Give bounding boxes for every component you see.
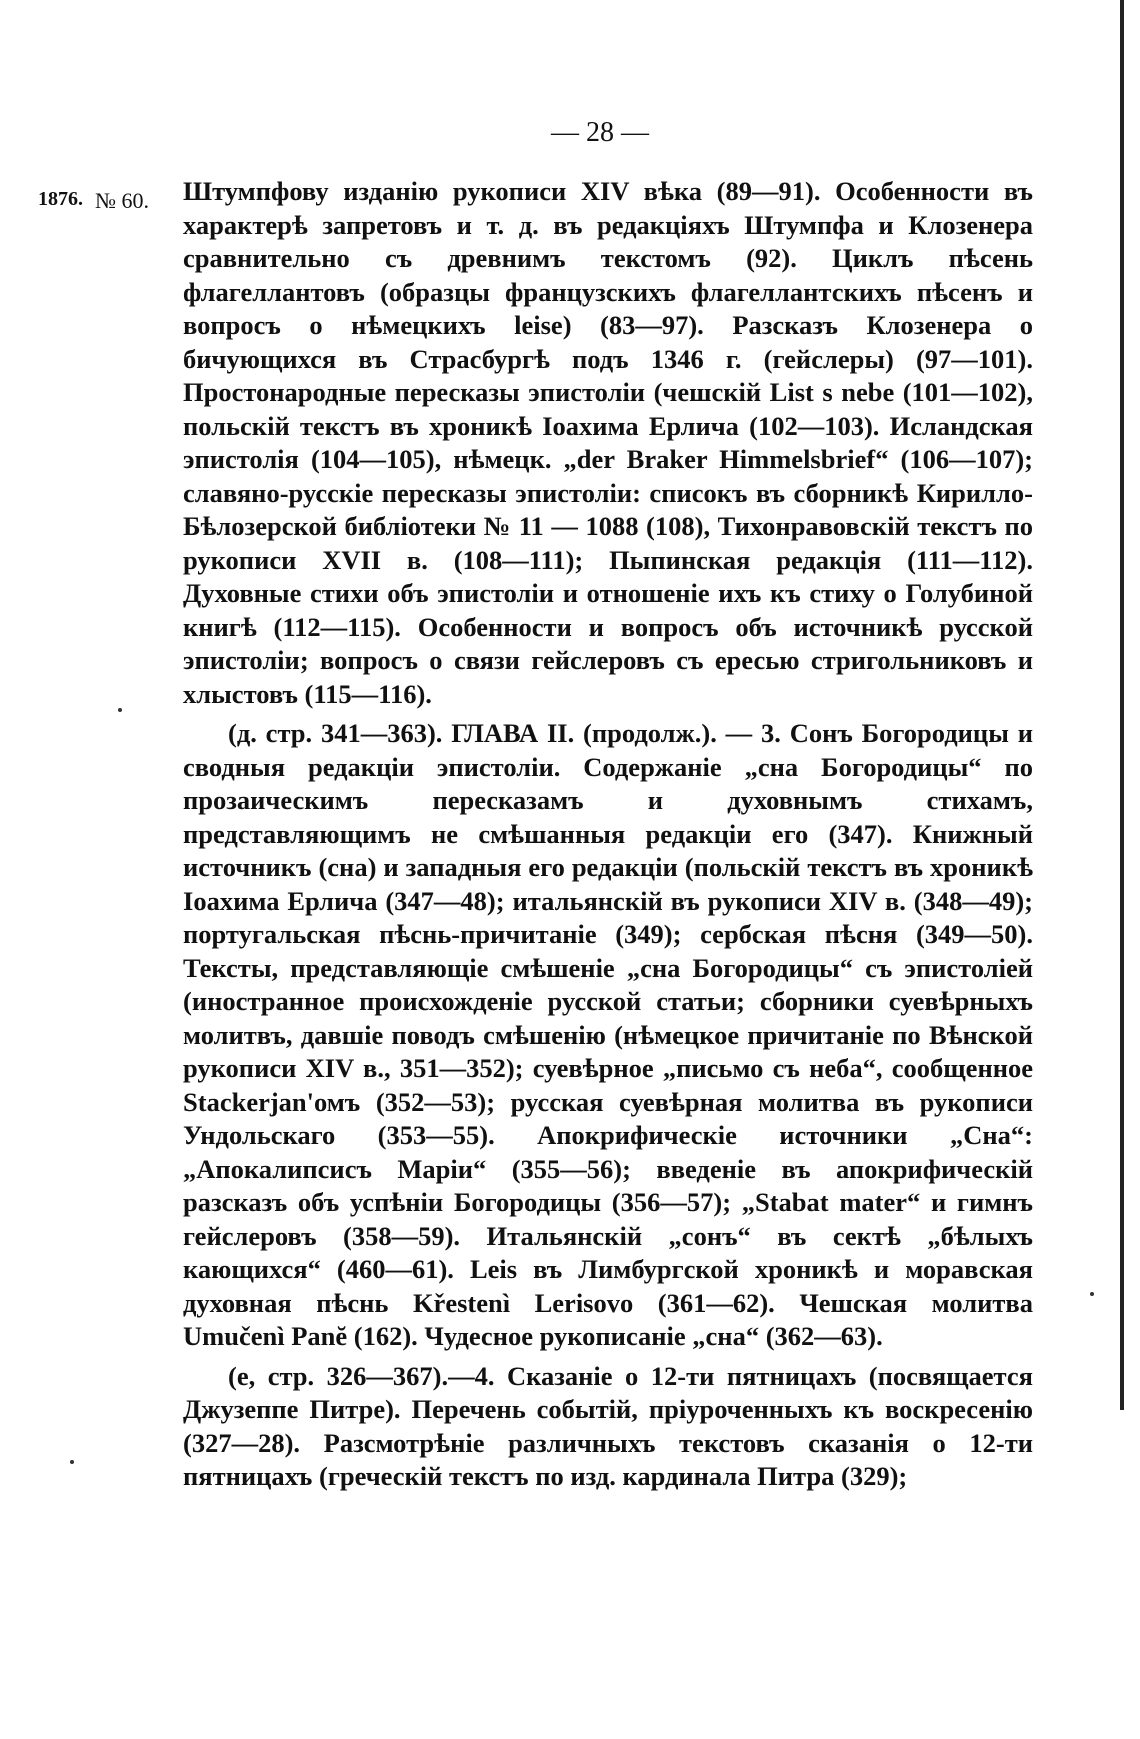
margin-entry-number: № 60. bbox=[95, 188, 149, 213]
scan-speck bbox=[70, 1460, 74, 1464]
page-edge-line bbox=[1120, 0, 1124, 1410]
page-number: — 28 — bbox=[551, 117, 649, 148]
scan-speck bbox=[118, 708, 122, 712]
paragraph-3: (е, стр. 326—367).—4. Сказаніе о 12-ти пятницахъ (посвящается Джузеппе Питре). Перечень событій, пріуроченныхъ къ воскресенію (327—28). Разсмотрѣніе различныхъ текстовъ сказанія о 12-ти пятницахъ (греческій текстъ по изд. кардинала Питра (329); bbox=[183, 1360, 1033, 1491]
paragraph-1: Штумпфову изданію рукописи XIV вѣка (89—91). Особенности въ характерѣ запретовъ и т. д. въ редакціяхъ Штумпфа и Клозенера сравнительно съ древнимъ текстомъ (92). Циклъ пѣсень флагеллантовъ (образцы французскихъ флагеллантскихъ пѣсенъ и вопросъ о нѣмецкихъ leise) (83—97). Разсказъ Клозенера о бичующихся въ Страсбургѣ подъ 1346 г. (гейслеры) (97—101). Простонародные пересказы эпистоліи (чешскій List s nebe (101—102), польскій текстъ въ хроникѣ Іоахима Ерлича (102—103). Исландская эпистолія (104—105), нѣмецк. „der Braker Himmelsbrief“ (106—107); славяно-русскіе пересказы эпистоліи: списокъ въ сборникѣ Кирилло-Бѣлозерской библіотеки № 11 — 1088 (108), Тихонравовскій текстъ по рукописи XVII в. (108—111); Пыпинская редакція (111—112). Духовные стихи объ эпистоліи и отношеніе ихъ къ стиху о Голубиной книгѣ (112—115). Особенности и вопросъ объ источникѣ русской эпистоліи; вопросъ о связи гейслеровъ съ ересью стригольниковъ и хлыстовъ (115—116). bbox=[183, 176, 1033, 709]
paragraph-2: (д. стр. 341—363). ГЛАВА II. (продолж.). — 3. Сонъ Богородицы и сводныя редакціи эпистоліи. Содержаніе „сна Богородицы“ по прозаическимъ пересказамъ и духовнымъ стихамъ, представляющимъ не смѣшанныя редакціи его (347). Книжный источникъ (сна) и западныя его редакціи (польскій текстъ въ хроникѣ Іоахима Ерлича (347—48); итальянскій въ рукописи XIV в. (348—49); португальская пѣснь-причитаніе (349); сербская пѣсня (349—50). Тексты, представляющіе смѣшеніе „сна Богородицы“ съ эпистоліей (иностранное происхожденіе русской статьи; сборники суевѣрныхъ молитвъ, давшіе поводъ смѣшенію (нѣмецкое причитаніе по Вѣнской рукописи XIV в., 351—352); суевѣрное „письмо съ неба“, сообщенное Stackerjan'омъ (352—53); русская суевѣрная молитва въ рукописи Ундольскаго (353—55). Апокрифическіе источники „Сна“: „Апокалипсисъ Маріи“ (355—56); введеніе въ апокрифическій разсказъ объ успѣніи Богородицы (356—57); „Stabat mater“ и гимнъ гейслеровъ (358—59). Итальянскій „сонъ“ въ сектѣ „бѣлыхъ кающихся“ (460—61). Leis въ Лимбургской хроникѣ и моравская духовная пѣснь Křestenì Lerisovo (361—62). Чешская молитва Umučenì Panĕ (162). Чудесное рукописаніе „сна“ (362—63). bbox=[183, 718, 1033, 1351]
margin-year: 1876. bbox=[38, 188, 83, 210]
body-text bbox=[183, 175, 1033, 1494]
scan-speck bbox=[1090, 1292, 1094, 1296]
